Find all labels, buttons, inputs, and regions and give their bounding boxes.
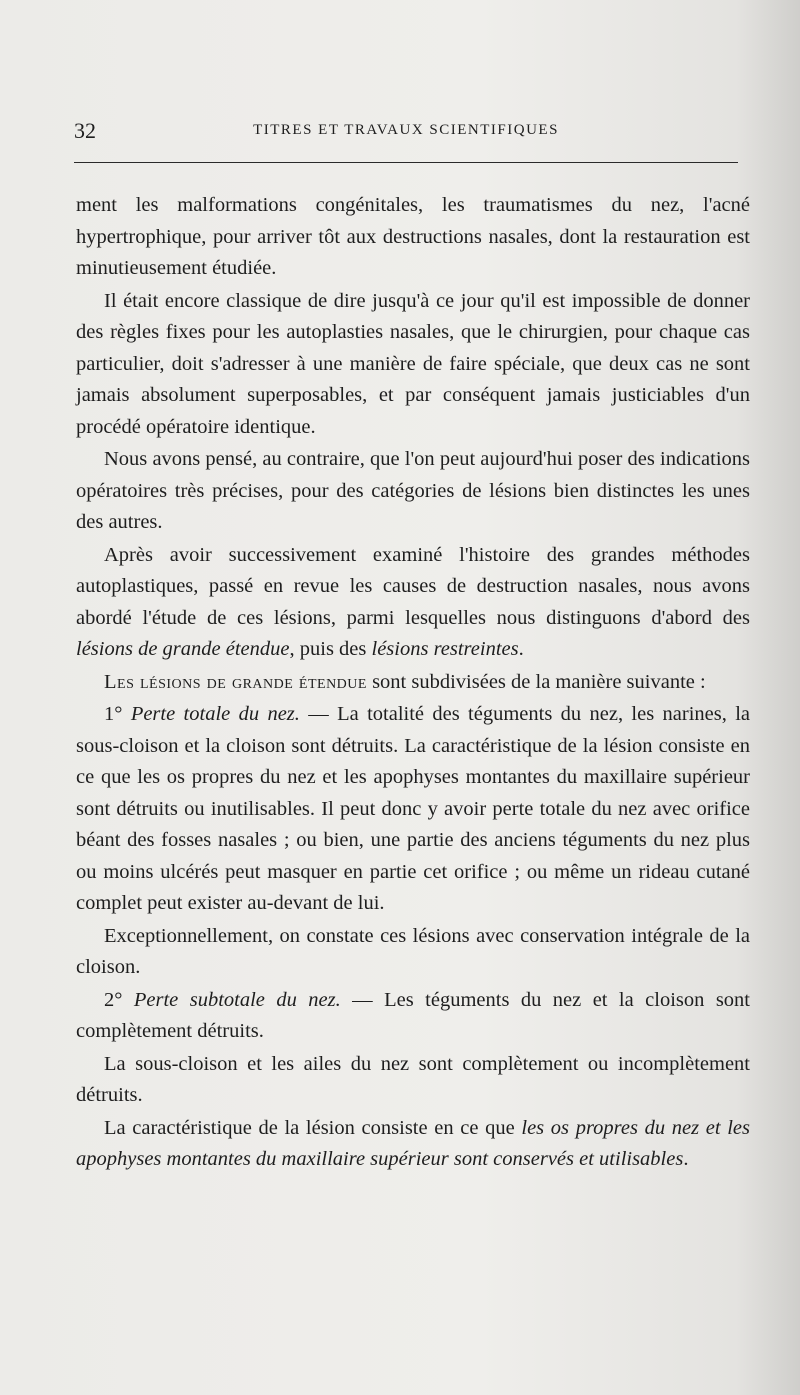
paragraph-6 bbox=[76, 699, 750, 920]
paragraph-6-italic-heading: Perte totale du nez. bbox=[130, 703, 300, 725]
paragraph-2-text: Il était encore classique de dire jusqu'à ce jour qu'il est impossible de donner des règles fixes pour les autoplasties nasales, que le chirurgien, pour chaque cas particulier, doit s'adresser à une manière de faire spéciale, que deux cas ne sont jamais absolument superposables, et par conséquent jamais justiciables d'un procédé opératoire identique. bbox=[76, 289, 750, 438]
paragraph-5 bbox=[76, 667, 750, 699]
page-header bbox=[74, 118, 738, 148]
paragraph-3 bbox=[76, 444, 750, 539]
paragraph-4-italic-restreintes: lésions restreintes bbox=[371, 638, 519, 660]
paragraph-3-text: Nous avons pensé, au contraire, que l'on peut aujourd'hui poser des indications opératoires très précises, pour des catégories de lésions bien distinctes les unes des autres. bbox=[76, 448, 750, 533]
paragraph-5-smallcaps: Les lésions de grande étendue bbox=[104, 670, 367, 693]
paragraph-4-text-a: Après avoir successivement examiné l'histoire des grandes méthodes autoplastiques, passé en revue les causes de destruction nasales, nous avons abordé l'étude de ces lésions, parmi lesquelles nous distinguons d'abord des bbox=[76, 543, 750, 629]
paragraph-4 bbox=[76, 540, 750, 666]
paragraph-9 bbox=[76, 1049, 750, 1112]
paragraph-2 bbox=[76, 286, 750, 444]
paragraph-10-text-a: La caractéristique de la lésion consiste en ce que bbox=[104, 1116, 522, 1139]
paragraph-9-text: La sous-cloison et les ailes du nez sont complètement ou incomplètement détruits. bbox=[76, 1052, 750, 1106]
header-rule bbox=[74, 162, 738, 163]
paragraph-7 bbox=[76, 921, 750, 984]
paragraph-10-italic: les os propres du nez et les apophyses montantes du maxillaire supérieur sont conservés et utilisables bbox=[76, 1116, 750, 1170]
paragraph-4-italic-grande: lésions de grande étendue bbox=[76, 638, 290, 660]
paragraph-4-text-e: . bbox=[518, 638, 524, 660]
paragraph-1-text: ment les malformations congénitales, les traumatismes du nez, l'acné hypertrophique, pour arriver tôt aux destructions nasales, dont la restauration est minutieusement étudiée. bbox=[76, 194, 750, 279]
paragraph-8 bbox=[76, 985, 750, 1048]
page-number: 32 bbox=[74, 118, 96, 143]
paragraph-8-number: 2° bbox=[104, 988, 134, 1011]
paragraph-10 bbox=[76, 1113, 750, 1176]
body-text bbox=[76, 190, 750, 1177]
paragraph-8-text: — Les téguments du nez et la cloison sont complètement détruits. bbox=[76, 988, 750, 1042]
paragraph-6-number: 1° bbox=[104, 703, 131, 725]
paragraph-7-text: Exceptionnellement, on constate ces lésions avec conservation intégrale de la cloison. bbox=[76, 924, 750, 978]
paragraph-10-text-c: . bbox=[683, 1148, 689, 1170]
paragraph-4-text-c: , puis des bbox=[289, 638, 372, 660]
paragraph-8-italic-heading: Perte subtotale du nez. bbox=[133, 988, 341, 1011]
paragraph-1 bbox=[76, 190, 750, 285]
paragraph-5-text: sont subdivisées de la manière suivante : bbox=[366, 670, 706, 693]
paragraph-6-text: — La totalité des téguments du nez, les narines, la sous-cloison et la cloison sont détruits. La caractéristique de la lésion consiste en ce que les os propres du nez et les apophyses montantes du maxillaire supérieur sont détruits ou inutilisables. Il peut donc y avoir perte totale du nez avec orifice béant des fosses nasales ; ou bien, une partie des anciens téguments du nez plus ou moins ulcérés peut masquer en partie cet orifice ; ou même un rideau cutané complet peut exister au-devant de lui. bbox=[76, 703, 751, 914]
running-title: TITRES ET TRAVAUX SCIENTIFIQUES bbox=[253, 122, 559, 138]
